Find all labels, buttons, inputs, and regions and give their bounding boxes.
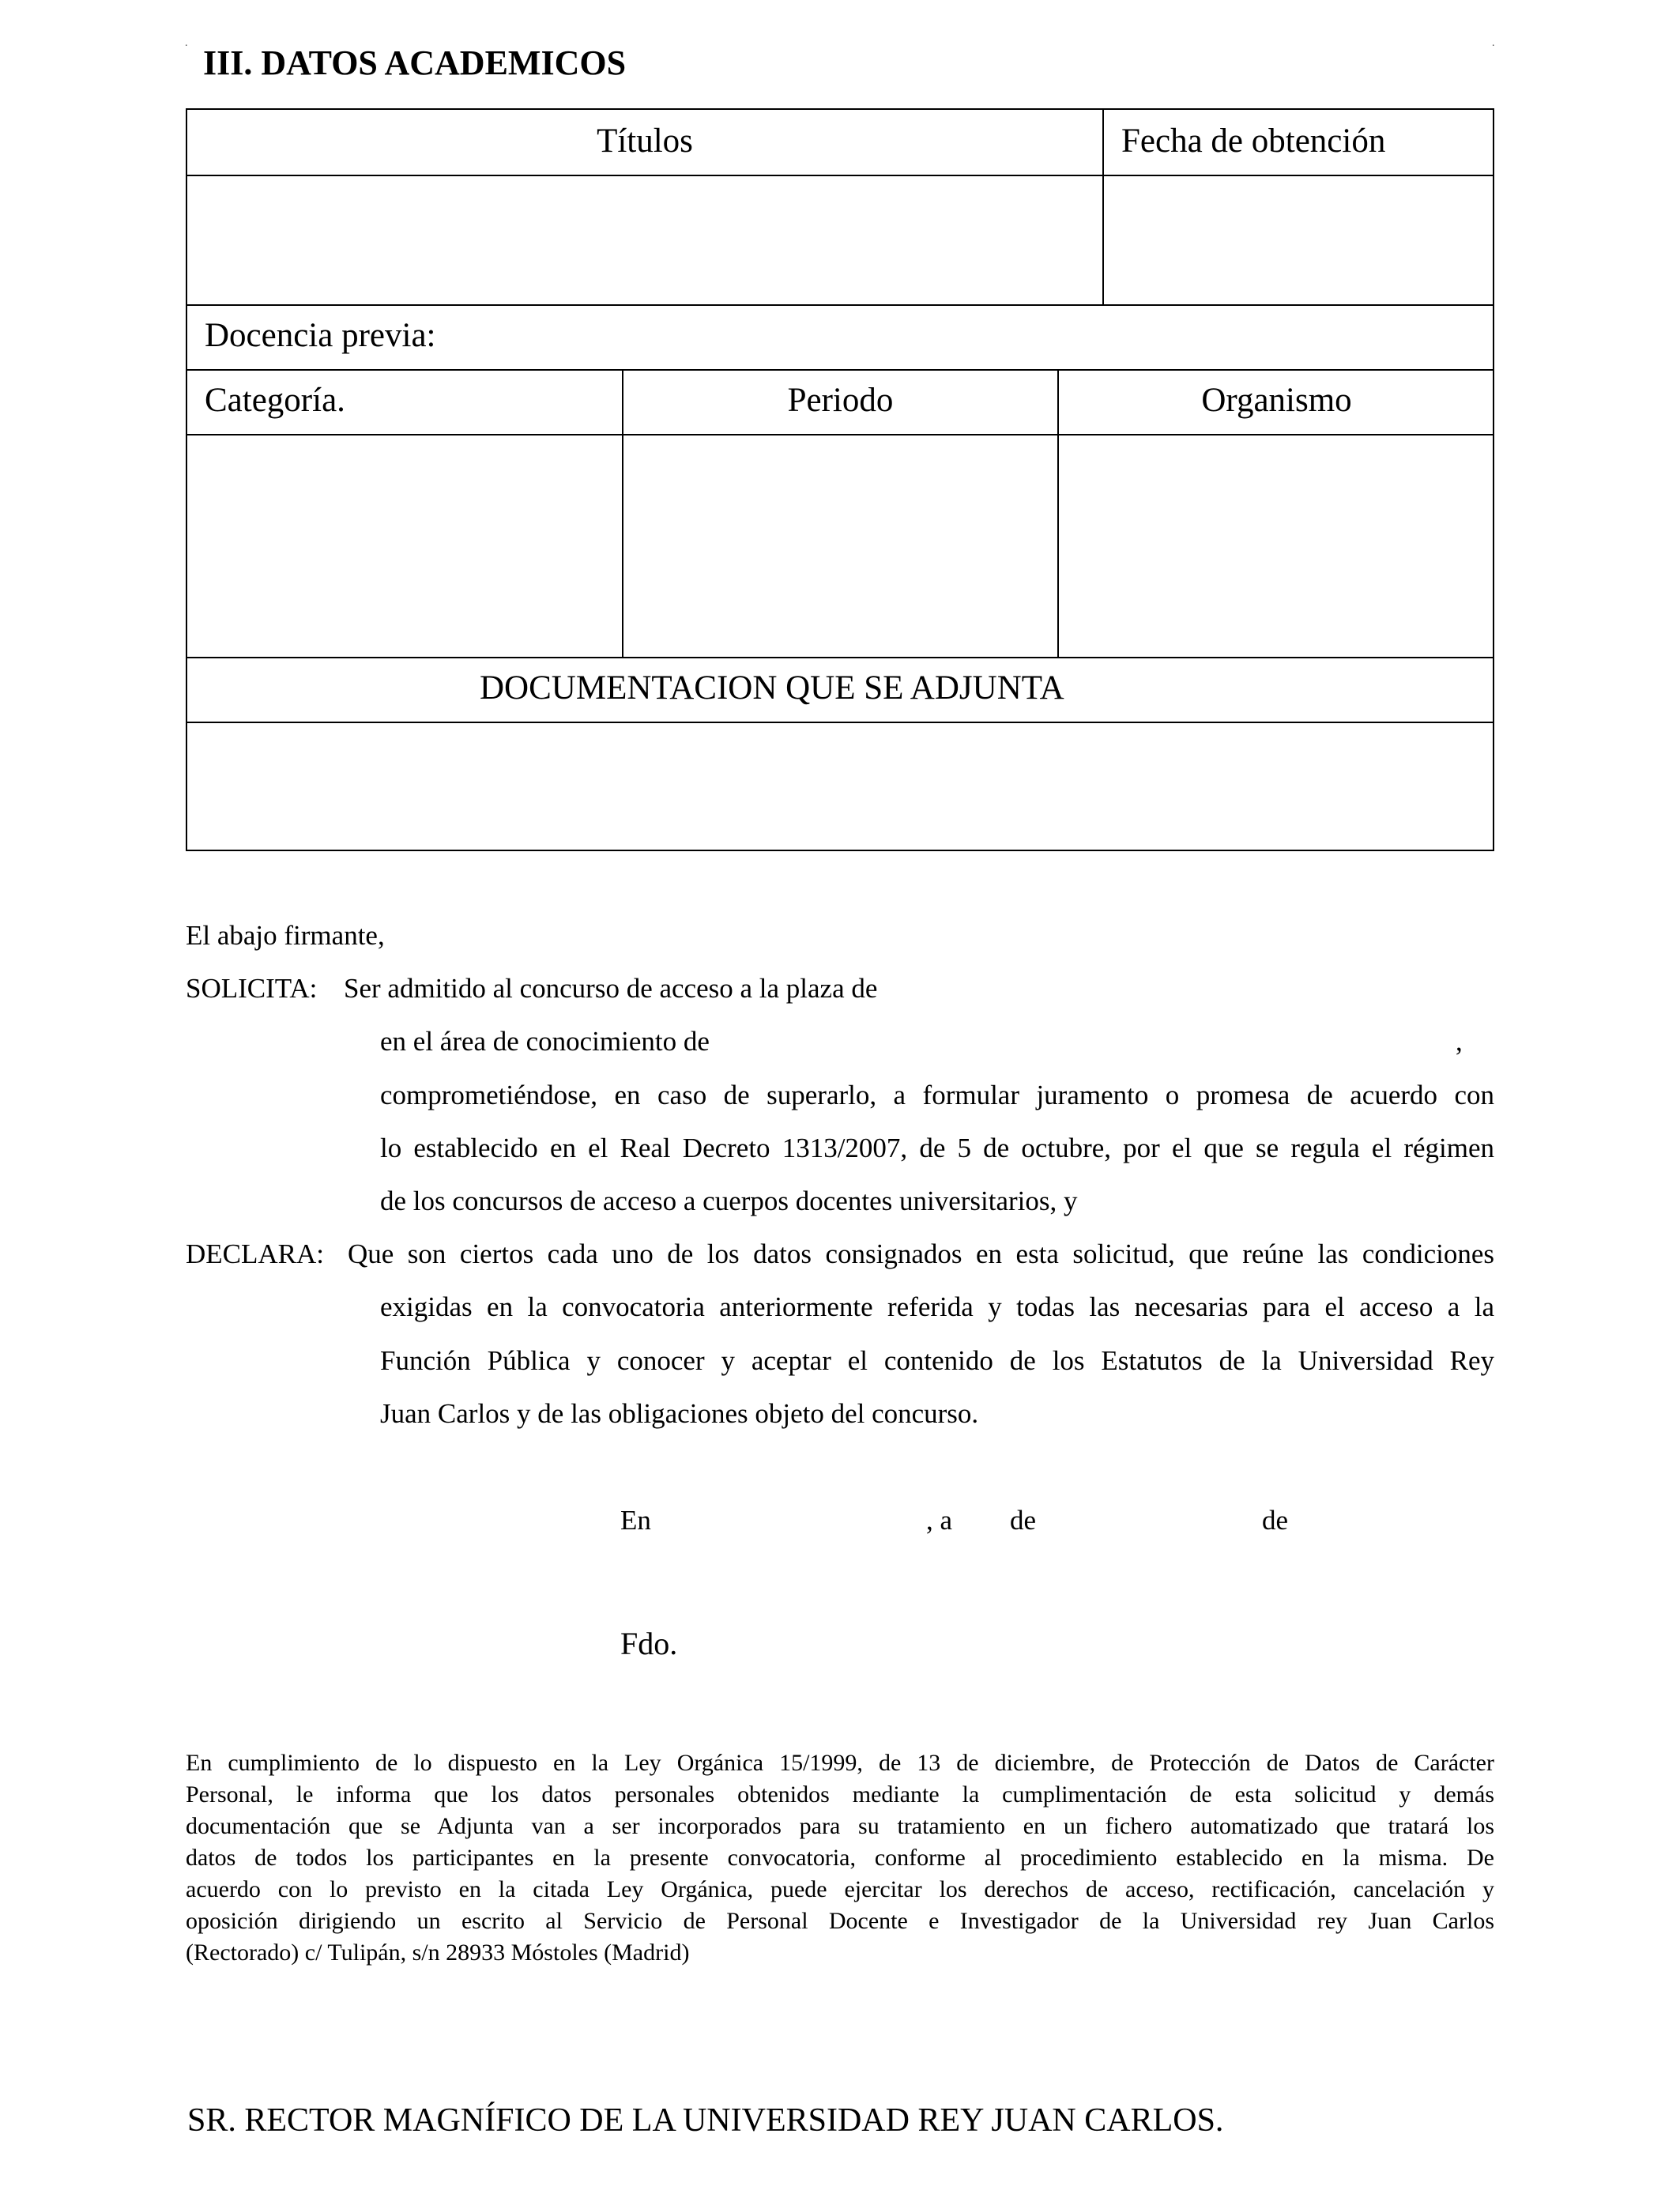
date-a-label: , a <box>926 1505 953 1536</box>
declara-label: DECLARA: <box>186 1238 324 1269</box>
commitment-line: de los concursos de acceso a cuerpos docentes universitarios, y <box>380 1186 1078 1216</box>
area-text: en el área de conocimiento de <box>380 1026 710 1057</box>
area-comma: , <box>1456 1026 1463 1057</box>
declara-line: exigidas en la convocatoria anteriormente referida y todas las necesarias para el acceso a la <box>380 1291 1494 1322</box>
documentacion-field[interactable] <box>189 723 1493 850</box>
commitment-line: lo establecido en el Real Decreto 1313/2007, de 5 de octubre, por el que se regula el régimen <box>380 1133 1494 1163</box>
fecha-obtencion-field[interactable] <box>1106 176 1493 303</box>
declara-line: Que son ciertos cada uno de los datos consignados en esta solicitud, que reúne las condiciones <box>348 1238 1494 1269</box>
footnote-line: (Rectorado) c/ Tulipán, s/n 28933 Móstoles (Madrid) <box>186 1940 690 1966</box>
closing-addressee: SR. RECTOR MAGNÍFICO DE LA UNIVERSIDAD REY JUAN CARLOS. <box>187 2102 1224 2139</box>
commitment-line: comprometiéndose, en caso de superarlo, a formular juramento o promesa de acuerdo con <box>380 1080 1494 1110</box>
footnote-line: documentación que se Adjunta van a ser incorporados para su tratamiento en un fichero automatizado que tratará los <box>186 1813 1494 1839</box>
documentacion-header: DOCUMENTACION QUE SE ADJUNTA <box>480 669 1064 707</box>
organismo-field[interactable] <box>1060 435 1493 655</box>
solicita-text: Ser admitido al concurso de acceso a la plaza de <box>344 973 878 1004</box>
table-rule <box>187 369 1493 371</box>
table-rule <box>187 657 1493 658</box>
footnote-line: datos de todos los participantes en la presente convocatoria, conforme al procedimiento establecido en la misma. De <box>186 1845 1494 1871</box>
periodo-field[interactable] <box>625 435 1056 655</box>
titulos-header: Títulos <box>597 123 693 160</box>
corner-mark-left: . <box>185 37 188 49</box>
organismo-header: Organismo <box>1201 382 1352 419</box>
footnote-line: En cumplimiento de lo dispuesto en la Ley Orgánica 15/1999, de 13 de diciembre, de Protección de Datos de Carácter <box>186 1750 1494 1776</box>
footnote-line: oposición dirigiendo un escrito al Servicio de Personal Docente e Investigador de la Universidad rey Juan Carlos <box>186 1908 1494 1934</box>
periodo-header: Periodo <box>787 382 894 419</box>
table-rule <box>1102 110 1104 306</box>
corner-mark-right: . <box>1492 37 1495 49</box>
section-title: III. DATOS ACADEMICOS <box>203 43 627 82</box>
categoria-field[interactable] <box>189 435 620 655</box>
titulos-field[interactable] <box>189 176 1101 303</box>
signature-fdo-label: Fdo. <box>620 1626 678 1661</box>
date-de-label: de <box>1010 1505 1037 1536</box>
declara-line: Juan Carlos y de las obligaciones objeto del concurso. <box>380 1398 979 1429</box>
docencia-previa-label: Docencia previa: <box>205 317 436 354</box>
intro-text: El abajo firmante, <box>186 920 385 951</box>
declara-line: Función Pública y conocer y aceptar el contenido de los Estatutos de la Universidad Rey <box>380 1345 1494 1376</box>
footnote-line: Personal, le informa que los datos personales obtenidos mediante la cumplimentación de esta solicitud y demás <box>186 1781 1494 1808</box>
footnote-line: acuerdo con lo previsto en la citada Ley Orgánica, puede ejercitar los derechos de acceso, rectificación, cancelación y <box>186 1876 1494 1902</box>
table-rule <box>187 304 1493 306</box>
place-en-label: En <box>620 1505 651 1536</box>
categoria-header: Categoría. <box>205 382 345 419</box>
solicita-label: SOLICITA: <box>186 973 318 1004</box>
date-de-label: de <box>1262 1505 1289 1536</box>
academic-data-table <box>186 108 1494 851</box>
fecha-obtencion-header: Fecha de obtención <box>1121 123 1386 160</box>
